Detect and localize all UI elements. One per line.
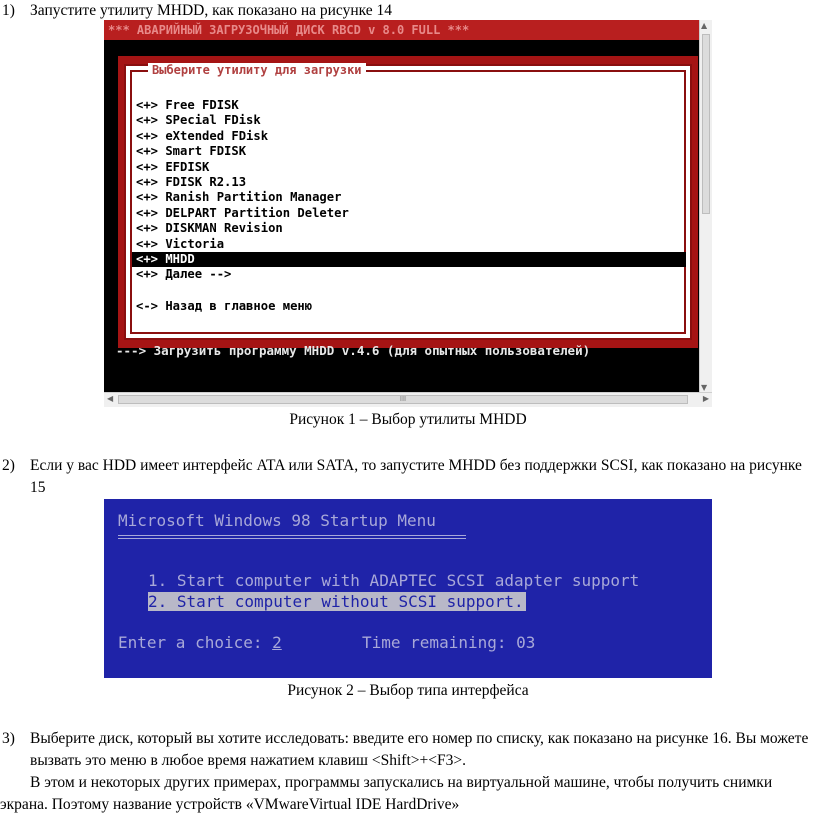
utility-menu-list: [132, 98, 686, 314]
horizontal-scroll-thumb[interactable]: III: [118, 395, 688, 404]
menu-item-fdisk-r213[interactable]: <+> FDISK R2.13: [136, 174, 247, 189]
menu-item-next[interactable]: <+> Далее -->: [136, 267, 232, 282]
choice-prompt-label: Enter a choice:: [118, 633, 273, 652]
menu-item-special-fdisk[interactable]: <+> SPecial FDisk: [136, 113, 261, 128]
scroll-up-arrow-icon[interactable]: ▲: [701, 21, 708, 30]
console-command-line: ---> Загрузить программу MHDD v.4.6 (для опытных пользователей): [116, 343, 591, 358]
menu-item-delpart[interactable]: <+> DELPART Partition Deleter: [136, 205, 349, 220]
menu-item-smart-fdisk[interactable]: <+> Smart FDISK: [136, 144, 247, 159]
startup-option-1[interactable]: 1. Start computer with ADAPTEC SCSI adapter support: [148, 571, 640, 590]
step-2-number: 2): [2, 457, 15, 474]
menu-item-extended-fdisk[interactable]: <+> eXtended FDisk: [136, 128, 269, 143]
step-3-text: Выберите диск, который вы хотите исследовать: введите его номер по списку, как показано на рисунке 16. Вы можете вызвать это меню в любое время нажатием клавиш <Shift>+<F3>.: [30, 730, 809, 769]
scroll-left-arrow-icon[interactable]: ◀: [107, 394, 114, 403]
step-2-text: Если у вас HDD имеет интерфейс ATA или SATA, то запустите MHDD без поддержки SCSI, как показано на рисунке 15: [30, 457, 802, 496]
choice-input-value[interactable]: 2: [272, 633, 282, 652]
scroll-right-arrow-icon[interactable]: ▶: [702, 394, 709, 403]
console-title-bar: *** АВАРИЙНЫЙ ЗАГРУЗОЧНЫЙ ДИСК RBCD v 8.0 FULL ***: [104, 20, 704, 40]
time-remaining: Time remaining: 03: [362, 633, 536, 652]
choice-prompt: [118, 633, 282, 652]
menu-item-back[interactable]: <-> Назад в главное меню: [136, 298, 313, 313]
menu-item-ranish[interactable]: <+> Ranish Partition Manager: [136, 190, 342, 205]
menu-item-victoria[interactable]: <+> Victoria: [136, 236, 225, 251]
figure-2-caption: Рисунок 2 – Выбор типа интерфейса: [287, 682, 529, 699]
figure-2-win98-startup-menu: [104, 499, 712, 678]
step-3-number: 3): [2, 730, 15, 747]
utility-menu-title: Выберите утилиту для загрузки: [148, 63, 366, 77]
menu-item-efdisk[interactable]: <+> EFDISK: [136, 159, 210, 174]
vertical-scrollbar[interactable]: [699, 20, 712, 393]
horizontal-scrollbar[interactable]: [104, 392, 712, 407]
menu-spacer: [132, 283, 686, 299]
startup-menu-title: Microsoft Windows 98 Startup Menu: [118, 511, 436, 530]
step-1-text: Запустите утилиту MHDD, как показано на рисунке 14: [30, 2, 393, 19]
title-double-underline: [118, 535, 466, 539]
menu-item-mhdd-selected[interactable]: <+> MHDD: [132, 252, 686, 267]
startup-option-2-selected[interactable]: 2. Start computer without SCSI support.: [148, 592, 524, 611]
step-1-number: 1): [2, 2, 15, 19]
vertical-scroll-thumb[interactable]: [702, 34, 710, 214]
figure-1-console-screenshot: [104, 20, 712, 407]
utility-menu-box: [124, 64, 692, 340]
menu-item-diskman[interactable]: <+> DISKMAN Revision: [136, 221, 283, 236]
scroll-down-arrow-icon[interactable]: ▼: [701, 383, 708, 392]
menu-item-free-fdisk[interactable]: <+> Free FDISK: [136, 98, 239, 112]
figure-1-caption: Рисунок 1 – Выбор утилиты MHDD: [289, 411, 527, 428]
step-3-continuation: В этом и некоторых других примерах, программы запускались на виртуальной машине, чтобы получить снимки экрана. Поэтому название устройств «VMwareVirtual IDE HardDrive»: [0, 774, 773, 813]
